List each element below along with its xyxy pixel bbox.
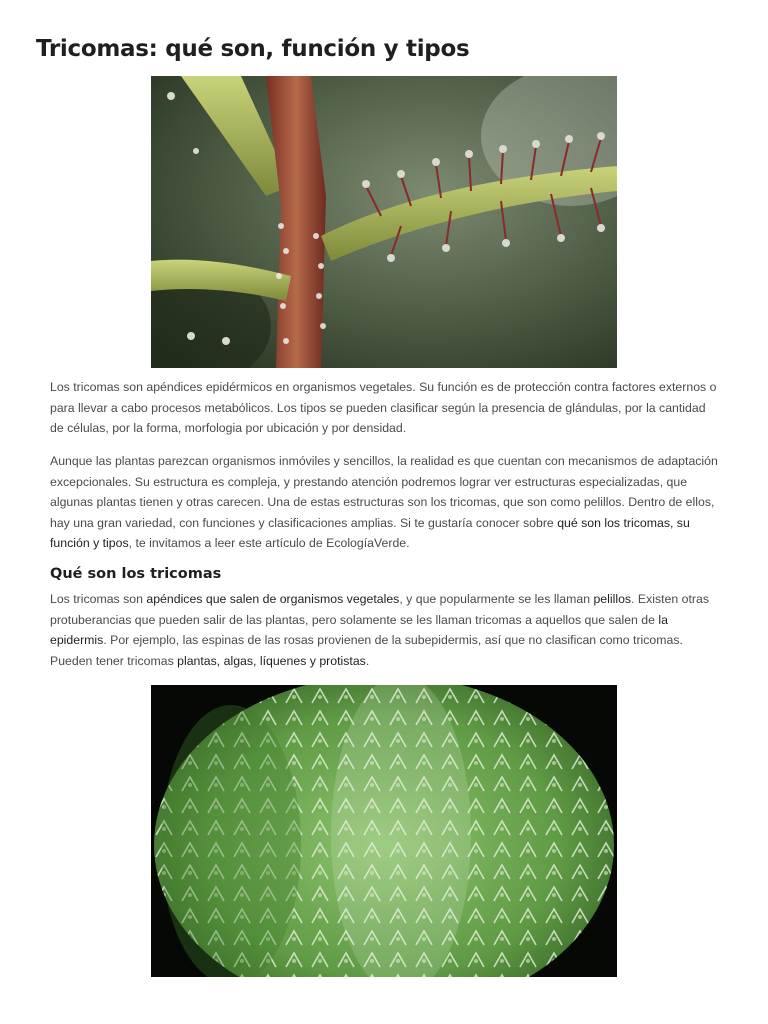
topic-highlight: qué son los tricomas, su función y tipos bbox=[50, 515, 690, 551]
context-tail: , te invitamos a leer este artículo de EcologíaVerde. bbox=[128, 536, 410, 551]
definition-text-4: . Por ejemplo, las espinas de las rosas provienen de la subepidermis, así que no clasifican como tricomas. Pueden tener tricomas bbox=[50, 633, 683, 668]
definition-highlight-2: pelillos bbox=[593, 592, 632, 606]
definition-highlight-3: la epidermis bbox=[50, 612, 668, 648]
context-text: Aunque las plantas parezcan organismos inmóviles y sencillos, la realidad es que cuentan con mecanismos de adaptación excepcionales. Su estructura es compleja, y prestando atención podremos lograr ver estructuras especializadas, que algunas plantas tienen y otras carecen. Una de estas estructuras son los tricomas, que son como pelillos. Dentro de ellos, hay una gran variedad, con funciones y clasificaciones amplias. Si te gustaría conocer sobre bbox=[50, 454, 718, 530]
definition-paragraph bbox=[50, 589, 722, 671]
section-heading: Qué son los tricomas bbox=[50, 566, 222, 582]
sundew-trichomes-photo bbox=[151, 76, 617, 368]
definition-highlight-4: plantas, algas, líquenes y protistas bbox=[177, 653, 366, 668]
definition-text-2: , y que popularmente se les llaman bbox=[399, 592, 594, 606]
definition-highlight-1: apéndices que salen de organismos vegetales bbox=[146, 592, 400, 606]
definition-text-1: Los tricomas son bbox=[50, 592, 147, 606]
microscope-trichomes-photo bbox=[151, 685, 617, 977]
context-paragraph bbox=[50, 451, 722, 554]
sundew-photo-drawing bbox=[151, 76, 617, 368]
microscope-photo-drawing bbox=[151, 685, 617, 977]
intro-paragraph: Los tricomas son apéndices epidérmicos en organismos vegetales. Su función es de protección contra factores externos o para llevar a cabo procesos metabólicos. Los tipos se pueden clasificar según la presencia de glándulas, por la cantidad de células, por la forma, morfologia por ubicación y por densidad. bbox=[50, 380, 717, 436]
definition-text-3: . Existen otras protuberancias que pueden salir de las plantas, pero solamente se les llaman tricomas a aquellos que salen de bbox=[50, 592, 709, 627]
article-title: Tricomas: qué son, función y tipos bbox=[36, 36, 470, 62]
definition-text-5: . bbox=[365, 653, 370, 668]
